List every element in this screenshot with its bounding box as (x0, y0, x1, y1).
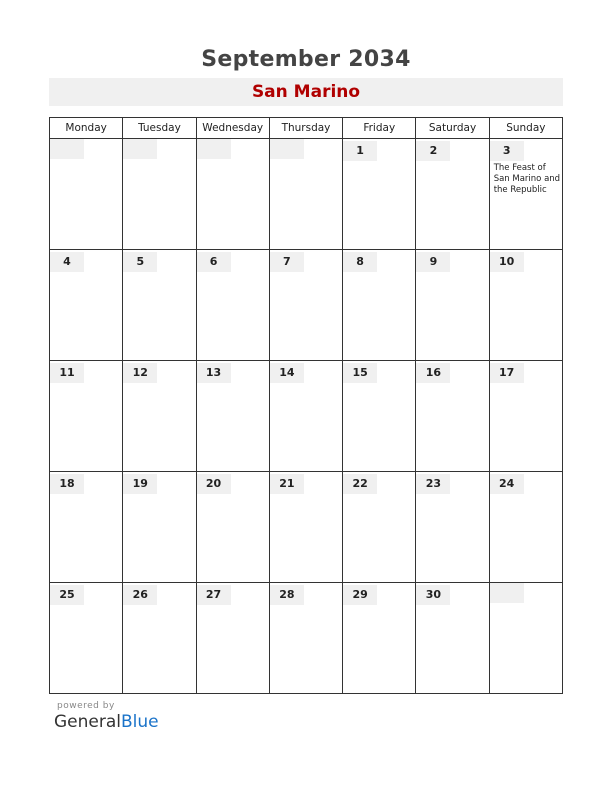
day-cell (489, 361, 562, 472)
day-cell (123, 361, 196, 472)
weekday-friday: Friday (343, 118, 416, 139)
weekday-monday: Monday (50, 118, 123, 139)
country-name: San Marino (251, 82, 361, 102)
day-cell (489, 472, 562, 583)
day-cell (416, 250, 489, 361)
day-number: 17 (490, 363, 524, 383)
day-number: 28 (270, 585, 304, 605)
day-cell (50, 472, 123, 583)
calendar-title: September 2034 (201, 47, 411, 72)
day-cell (343, 361, 416, 472)
day-number: 19 (123, 474, 157, 494)
day-number: 3 (490, 141, 524, 161)
day-cell (416, 139, 489, 250)
day-number: 9 (416, 252, 450, 272)
day-number: 8 (343, 252, 377, 272)
day-cell (123, 472, 196, 583)
day-number: 29 (343, 585, 377, 605)
day-cell (343, 583, 416, 694)
holiday-event: The Feast of San Marino and the Republic (493, 163, 561, 195)
day-cell (416, 583, 489, 694)
calendar-grid (49, 117, 563, 694)
day-cell (343, 250, 416, 361)
day-cell (123, 583, 196, 694)
day-cell (196, 583, 269, 694)
weekday-thursday: Thursday (269, 118, 342, 139)
day-number: 21 (270, 474, 304, 494)
day-cell (123, 139, 196, 250)
week-row (50, 139, 563, 250)
day-number (50, 139, 84, 159)
weekday-sunday: Sunday (489, 118, 562, 139)
day-number: 2 (416, 141, 450, 161)
day-cell (489, 139, 562, 250)
day-cell (50, 361, 123, 472)
day-number: 4 (50, 252, 84, 272)
day-number (197, 139, 231, 159)
calendar-body (50, 139, 563, 694)
day-number: 15 (343, 363, 377, 383)
day-cell (196, 139, 269, 250)
day-cell (269, 583, 342, 694)
weekday-header-row (50, 118, 563, 139)
day-number: 10 (490, 252, 524, 272)
week-row (50, 583, 563, 694)
day-number: 14 (270, 363, 304, 383)
week-row (50, 472, 563, 583)
day-cell (123, 250, 196, 361)
day-number: 26 (123, 585, 157, 605)
day-number: 30 (416, 585, 450, 605)
day-cell (343, 472, 416, 583)
day-number: 16 (416, 363, 450, 383)
day-number: 25 (50, 585, 84, 605)
day-cell (269, 250, 342, 361)
day-cell (416, 361, 489, 472)
day-number: 20 (197, 474, 231, 494)
week-row (50, 361, 563, 472)
day-cell (196, 250, 269, 361)
day-number: 1 (343, 141, 377, 161)
day-cell (269, 139, 342, 250)
day-number: 24 (490, 474, 524, 494)
day-cell (50, 583, 123, 694)
day-number (270, 139, 304, 159)
day-cell (489, 583, 562, 694)
day-number: 27 (197, 585, 231, 605)
day-number: 7 (270, 252, 304, 272)
brand-blue: Blue (121, 712, 159, 732)
day-cell (196, 361, 269, 472)
weekday-wednesday: Wednesday (196, 118, 269, 139)
weekday-tuesday: Tuesday (123, 118, 196, 139)
day-cell (343, 139, 416, 250)
powered-by-label: powered by (57, 701, 115, 711)
day-cell (269, 361, 342, 472)
generalblue-logo[interactable] (54, 712, 159, 732)
day-number: 23 (416, 474, 450, 494)
day-number: 13 (197, 363, 231, 383)
country-banner (49, 78, 563, 106)
day-cell (416, 472, 489, 583)
brand-general: General (54, 712, 121, 732)
day-number: 6 (197, 252, 231, 272)
week-row (50, 250, 563, 361)
day-number (490, 583, 524, 603)
weekday-saturday: Saturday (416, 118, 489, 139)
day-cell (50, 139, 123, 250)
day-cell (489, 250, 562, 361)
day-number: 12 (123, 363, 157, 383)
day-number: 22 (343, 474, 377, 494)
day-cell (269, 472, 342, 583)
day-number (123, 139, 157, 159)
day-number: 18 (50, 474, 84, 494)
day-cell (50, 250, 123, 361)
day-cell (196, 472, 269, 583)
day-number: 5 (123, 252, 157, 272)
day-number: 11 (50, 363, 84, 383)
